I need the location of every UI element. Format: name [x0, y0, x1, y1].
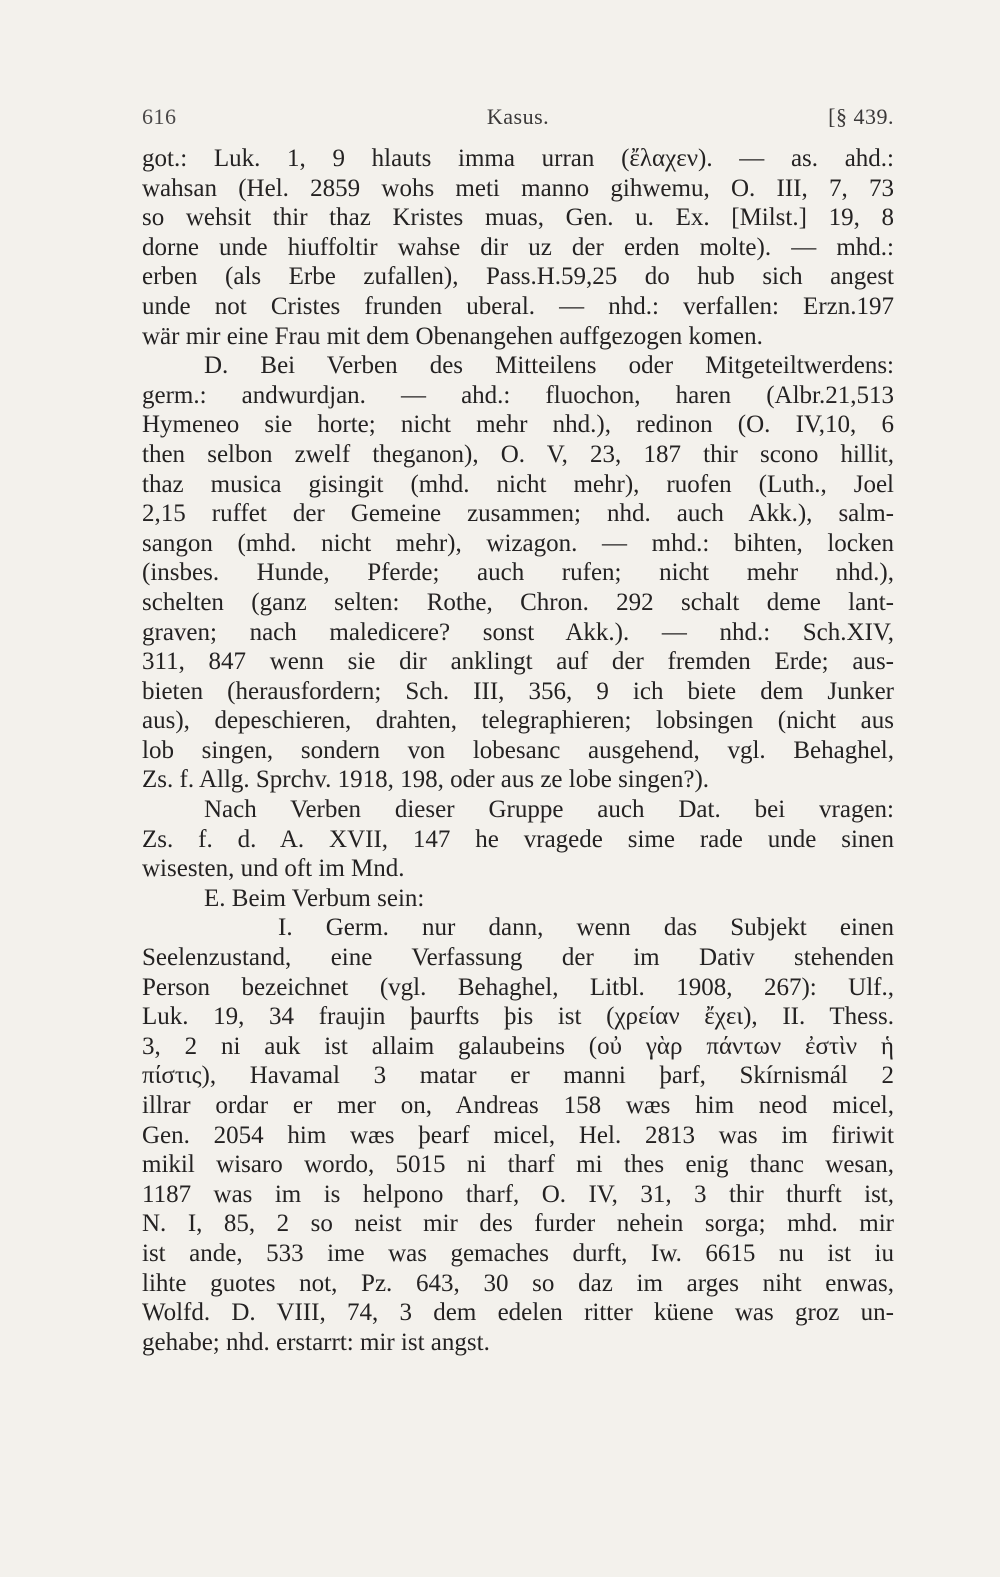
text-body: [142, 144, 894, 1357]
text-line: 3, 2 ni auk ist allaim galaubeins (οὐ γὰρ πάντων ἐστὶν ἡ: [142, 1032, 894, 1060]
text-line: wahsan (Hel. 2859 wohs meti manno gihwemu, O. III, 7, 73: [142, 174, 894, 202]
text-line: lob singen, sondern von lobesanc ausgehend, vgl. Behaghel,: [142, 736, 894, 764]
text-line: bieten (herausfordern; Sch. III, 356, 9 ich biete dem Junker: [142, 677, 894, 705]
text-line: Zs. f. Allg. Sprchv. 1918, 198, oder aus ze lobe singen?).: [142, 766, 710, 794]
text-line: Gen. 2054 him wæs þearf micel, Hel. 2813 was im firiwit: [142, 1121, 894, 1149]
text-line: 1187 was im is helpono tharf, O. IV, 31, 3 thir thurft ist,: [142, 1180, 894, 1208]
text-line: E. Beim Verbum sein:: [204, 884, 425, 912]
text-line: N. I, 85, 2 so neist mir des furder nehein sorga; mhd. mir: [142, 1210, 894, 1238]
section-number: [§ 439.: [828, 104, 894, 129]
text-line: D. Bei Verben des Mitteilens oder Mitgeteiltwerdens:: [204, 352, 894, 380]
text-line: sangon (mhd. nicht mehr), wizagon. — mhd.: bihten, locken: [142, 529, 894, 557]
text-line: thaz musica gisingit (mhd. nicht mehr), ruofen (Luth., Joel: [142, 470, 894, 498]
text-line: I. Germ. nur dann, wenn das Subjekt einen: [278, 914, 894, 942]
text-line: then selbon zwelf theganon), O. V, 23, 187 thir scono hillit,: [142, 440, 894, 468]
text-line: Wolfd. D. VIII, 74, 3 dem edelen ritter küene was groz un-: [142, 1299, 894, 1327]
text-line: Luk. 19, 34 fraujin þaurfts þis ist (χρείαν ἔχει), II. Thess.: [142, 1003, 894, 1031]
text-line: gehabe; nhd. erstarrt: mir ist angst.: [142, 1328, 490, 1356]
text-line: Person bezeichnet (vgl. Behaghel, Litbl. 1908, 267): Ulf.,: [142, 973, 894, 1001]
text-line: graven; nach maledicere? sonst Akk.). — nhd.: Sch.XIV,: [142, 618, 894, 646]
text-line: wär mir eine Frau mit dem Obenangehen auffgezogen komen.: [142, 322, 763, 350]
text-line: 2,15 ruffet der Gemeine zusammen; nhd. auch Akk.), salm-: [142, 500, 894, 528]
text-line: ist ande, 533 ime was gemaches durft, Iw. 6615 nu ist iu: [142, 1239, 894, 1267]
running-title: Kasus.: [486, 104, 550, 129]
text-line: schelten (ganz selten: Rothe, Chron. 292 schalt deme lant-: [142, 588, 894, 616]
page-number: 616: [142, 104, 177, 129]
text-line: Nach Verben dieser Gruppe auch Dat. bei vragen:: [204, 796, 894, 824]
text-line: lihte guotes not, Pz. 643, 30 so daz im arges niht enwas,: [142, 1269, 894, 1297]
text-line: dorne unde hiuffoltir wahse dir uz der erden molte). — mhd.:: [142, 233, 894, 261]
running-header: [142, 104, 894, 134]
text-line: so wehsit thir thaz Kristes muas, Gen. u. Ex. [Milst.] 19, 8: [142, 204, 894, 232]
text-line: Zs. f. d. A. XVII, 147 he vragede sime rade unde sinen: [142, 825, 894, 853]
text-line: πίστις), Havamal 3 matar er manni þarf, Skírnismál 2: [142, 1062, 894, 1090]
text-line: germ.: andwurdjan. — ahd.: fluochon, haren (Albr.21,513: [142, 381, 894, 409]
text-line: wisesten, und oft im Mnd.: [142, 855, 405, 883]
text-line: mikil wisaro wordo, 5015 ni tharf mi thes enig thanc wesan,: [142, 1151, 894, 1179]
text-line: erben (als Erbe zufallen), Pass.H.59,25 do hub sich angest: [142, 263, 894, 291]
text-line: 311, 847 wenn sie dir anklingt auf der fremden Erde; aus-: [142, 648, 894, 676]
text-line: Hymeneo sie horte; nicht mehr nhd.), redinon (O. IV,10, 6: [142, 411, 894, 439]
text-line: aus), depeschieren, drahten, telegraphieren; lobsingen (nicht aus: [142, 707, 894, 735]
text-line: Seelenzustand, eine Verfassung der im Dativ stehenden: [142, 944, 894, 972]
text-line: (insbes. Hunde, Pferde; auch rufen; nicht mehr nhd.),: [142, 559, 894, 587]
text-line: illrar ordar er mer on, Andreas 158 wæs him neod micel,: [142, 1092, 894, 1119]
text-line: unde not Cristes frunden uberal. — nhd.: verfallen: Erzn.197: [142, 292, 894, 320]
text-line: got.: Luk. 1, 9 hlauts imma urran (ἔλαχεν). — as. ahd.:: [142, 145, 894, 172]
